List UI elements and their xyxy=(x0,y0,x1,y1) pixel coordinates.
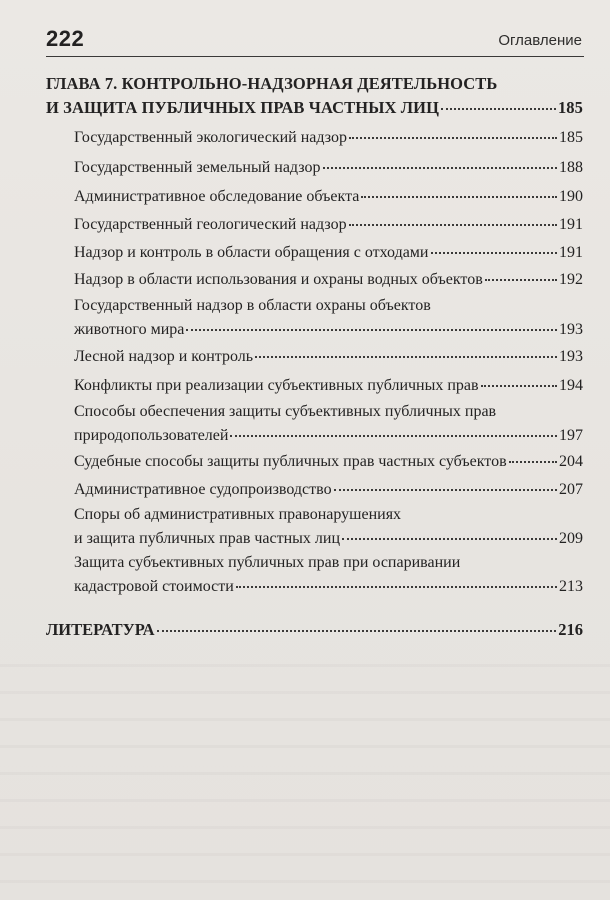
entry-title: Государственный земельный надзор xyxy=(74,159,321,176)
entry-title-line-2: природопользователей xyxy=(74,427,229,444)
toc-entry[interactable] xyxy=(74,295,583,340)
entry-title-line-2: животного мира xyxy=(74,321,185,338)
dot-leader xyxy=(342,522,557,540)
entry-title-line-1: Споры об административных правонарушениях xyxy=(74,506,402,523)
entry-page: 209 xyxy=(559,530,583,547)
dot-leader xyxy=(485,263,557,281)
toc-chapter-7[interactable] xyxy=(46,73,583,118)
dot-leader xyxy=(323,151,558,169)
toc-entry[interactable] xyxy=(74,448,583,472)
entry-title: Конфликты при реализации субъективных публичных прав xyxy=(74,377,479,394)
entry-page: 190 xyxy=(559,188,583,205)
entry-title: Лесной надзор и контроль xyxy=(74,348,254,365)
entry-title: Надзор в области использования и охраны водных объектов xyxy=(74,271,483,288)
toc-entry[interactable] xyxy=(74,552,583,597)
entry-page: 193 xyxy=(559,348,583,365)
toc-entry[interactable] xyxy=(74,266,583,290)
toc-literature[interactable] xyxy=(46,616,583,640)
entry-title-line-1: Способы обеспечения защиты субъективных публичных прав xyxy=(74,403,497,420)
dot-leader xyxy=(349,208,557,226)
dot-leader xyxy=(230,419,557,437)
entry-title: Государственный экологический надзор xyxy=(74,129,347,146)
entry-page: 188 xyxy=(559,159,583,176)
dot-leader xyxy=(431,236,558,254)
entry-page: 194 xyxy=(559,377,583,394)
toc-entry[interactable] xyxy=(74,183,583,207)
entry-page: 191 xyxy=(559,216,583,233)
toc-entry[interactable] xyxy=(74,343,583,367)
toc-entry[interactable] xyxy=(74,124,583,148)
dot-leader xyxy=(441,91,556,110)
entry-title-line-1: Защита субъективных публичных прав при оспаривании xyxy=(74,554,461,571)
entry-page: 193 xyxy=(559,321,583,338)
chapter-title-line-2: И ЗАЩИТА ПУБЛИЧНЫХ ПРАВ ЧАСТНЫХ ЛИЦ xyxy=(46,97,440,117)
dot-leader xyxy=(186,313,557,331)
toc-entry[interactable] xyxy=(74,504,583,549)
toc-entry[interactable] xyxy=(74,239,583,263)
dot-leader xyxy=(255,340,557,358)
show-through-texture xyxy=(0,640,610,900)
entry-title-line-2: и защита публичных прав частных лиц xyxy=(74,530,341,547)
entry-page: 185 xyxy=(559,129,583,146)
entry-title-line-2: кадастровой стоимости xyxy=(74,578,234,595)
toc-entry[interactable] xyxy=(74,476,583,500)
entry-page: 207 xyxy=(559,481,583,498)
toc-entry[interactable] xyxy=(74,154,583,178)
dot-leader xyxy=(361,180,557,198)
entry-page: 191 xyxy=(559,244,583,261)
page-number: 222 xyxy=(46,26,85,51)
entry-title: Судебные способы защиты публичных прав частных субъектов xyxy=(74,453,507,470)
dot-leader xyxy=(349,121,557,139)
chapter-page: 185 xyxy=(557,97,583,117)
entry-page: 197 xyxy=(559,427,583,444)
literature-title: ЛИТЕРАТУРА xyxy=(46,619,155,639)
dot-leader xyxy=(509,445,557,463)
entry-title: Административное судопроизводство xyxy=(74,481,332,498)
dot-leader xyxy=(157,613,557,632)
chapter-title-line-1: ГЛАВА 7. КОНТРОЛЬНО-НАДЗОРНАЯ ДЕЯТЕЛЬНОСТЬ xyxy=(46,74,498,93)
toc-entry[interactable] xyxy=(74,372,583,396)
entry-page: 204 xyxy=(559,453,583,470)
entry-page: 192 xyxy=(559,271,583,288)
dot-leader xyxy=(236,570,557,588)
toc-entry[interactable] xyxy=(74,211,583,235)
literature-page: 216 xyxy=(558,619,583,639)
entry-page: 213 xyxy=(559,578,583,595)
running-head: Оглавление xyxy=(498,32,582,49)
entry-title: Надзор и контроль в области обращения с отходами xyxy=(74,244,429,261)
dot-leader xyxy=(481,369,557,387)
page-header xyxy=(46,26,584,57)
entry-title: Административное обследование объекта xyxy=(74,188,360,205)
entry-title-line-1: Государственный надзор в области охраны объектов xyxy=(74,297,431,314)
entry-title: Государственный геологический надзор xyxy=(74,216,347,233)
toc-entry[interactable] xyxy=(74,401,583,446)
dot-leader xyxy=(334,473,557,491)
